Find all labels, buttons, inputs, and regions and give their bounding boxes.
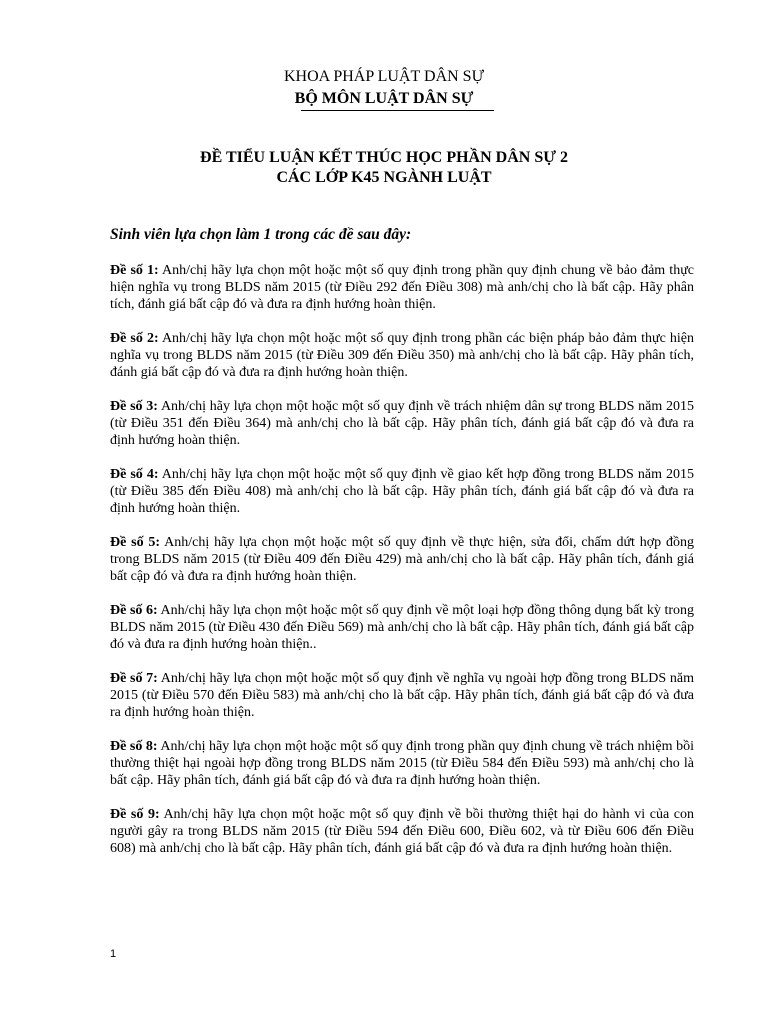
topic-text: Anh/chị hãy lựa chọn một hoặc một số quy định về một loại hợp đồng thông dụng bất kỳ trong BLDS năm 2015 (từ Điều 430 đến Điều 569) mà anh/chị cho là bất cập. Hãy phân tích, đánh giá bất cập đó và đưa ra định hướng hoàn thiện.. [110, 603, 694, 652]
topic-text: Anh/chị hãy lựa chọn một hoặc một số quy định trong phần các biện pháp bảo đảm thực hiện nghĩa vụ trong BLDS năm 2015 (từ Điều 309 đến Điều 350) mà anh/chị cho là bất cập. Hãy phân tích, đánh giá bất cập đó và đưa ra định hướng hoàn thiện. [110, 331, 694, 380]
page-number: 1 [110, 948, 117, 960]
topic-text: Anh/chị hãy lựa chọn một hoặc một số quy định về bồi thường thiệt hại do hành vi của con người gây ra trong BLDS năm 2015 (từ Điều 594 đến Điều 600, Điều 602, và từ Điều 606 đến Điều 608) mà anh/chị cho là bất cập. Hãy phân tích, đánh giá bất cập đó và đưa ra định hướng hoàn thiện. [110, 807, 694, 856]
topic-text: Anh/chị hãy lựa chọn một hoặc một số quy định về giao kết hợp đồng trong BLDS năm 2015 (từ Điều 385 đến Điều 408) mà anh/chị cho là bất cập. Hãy phân tích, đánh giá bất cập đó và đưa ra định hướng hoàn thiện. [110, 467, 694, 516]
document-title: ĐỀ TIỂU LUẬN KẾT THÚC HỌC PHẦN DÂN SỰ 2 [200, 149, 568, 166]
topic-text: Anh/chị hãy lựa chọn một hoặc một số quy định về trách nhiệm dân sự trong BLDS năm 2015 (từ Điều 351 đến Điều 364) mà anh/chị cho là bất cập. Hãy phân tích, đánh giá bất cập đó và đưa ra định hướng hoàn thiện. [110, 399, 694, 448]
topic-item-2 [110, 330, 694, 381]
topic-label: Đề số 9: [110, 807, 160, 822]
topic-text: Anh/chị hãy lựa chọn một hoặc một số quy định trong phần quy định chung về bảo đảm thực hiện nghĩa vụ trong BLDS năm 2015 (từ Điều 292 đến Điều 308) mà anh/chị cho là bất cập. Hãy phân tích, đánh giá bất cập đó và đưa ra định hướng hoàn thiện. [110, 263, 695, 312]
document-subtitle: CÁC LỚP K45 NGÀNH LUẬT [276, 169, 492, 186]
topic-text: Anh/chị hãy lựa chọn một hoặc một số quy định về nghĩa vụ ngoài hợp đồng trong BLDS năm 2015 (từ Điều 570 đến Điều 583) mà anh/chị cho là bất cập. Hãy phân tích, đánh giá bất cập đó và đưa ra định hướng hoàn thiện. [110, 671, 695, 720]
department-underline [301, 110, 494, 111]
topic-label: Đề số 8: [110, 739, 158, 754]
topic-label: Đề số 6: [110, 603, 158, 618]
instruction-text: Sinh viên lựa chọn làm 1 trong các đề sau đây: [110, 226, 412, 243]
department-name: BỘ MÔN LUẬT DÂN SỰ [294, 90, 474, 107]
faculty-name: KHOA PHÁP LUẬT DÂN SỰ [284, 68, 484, 85]
topic-item-7 [110, 670, 694, 721]
topic-label: Đề số 2: [110, 331, 159, 346]
topic-item-8 [110, 738, 694, 789]
topic-text: Anh/chị hãy lựa chọn một hoặc một số quy định về thực hiện, sửa đổi, chấm dứt hợp đồng trong BLDS năm 2015 (từ Điều 409 đến Điều 429) mà anh/chị cho là bất cập. Hãy phân tích, đánh giá bất cập đó và đưa ra định hướng hoàn thiện. [110, 535, 695, 584]
topic-label: Đề số 7: [110, 671, 158, 686]
topic-text: Anh/chị hãy lựa chọn một hoặc một số quy định trong phần quy định chung về trách nhiệm bồi thường thiệt hại ngoài hợp đồng trong BLDS năm 2015 (từ Điều 584 đến Điều 593) mà anh/chị cho là bất cập. Hãy phân tích, đánh giá bất cập đó và đưa ra định hướng hoàn thiện. [110, 739, 694, 788]
topic-label: Đề số 5: [110, 535, 161, 550]
topic-item-9 [110, 806, 694, 857]
topic-item-6 [110, 602, 694, 653]
topic-label: Đề số 1: [110, 263, 159, 278]
topic-item-4 [110, 466, 694, 517]
topic-item-1 [110, 262, 694, 313]
topic-item-3 [110, 398, 694, 449]
topic-label: Đề số 4: [110, 467, 159, 482]
topic-item-5 [110, 534, 694, 585]
topic-label: Đề số 3: [110, 399, 158, 414]
topic-list [110, 262, 694, 874]
